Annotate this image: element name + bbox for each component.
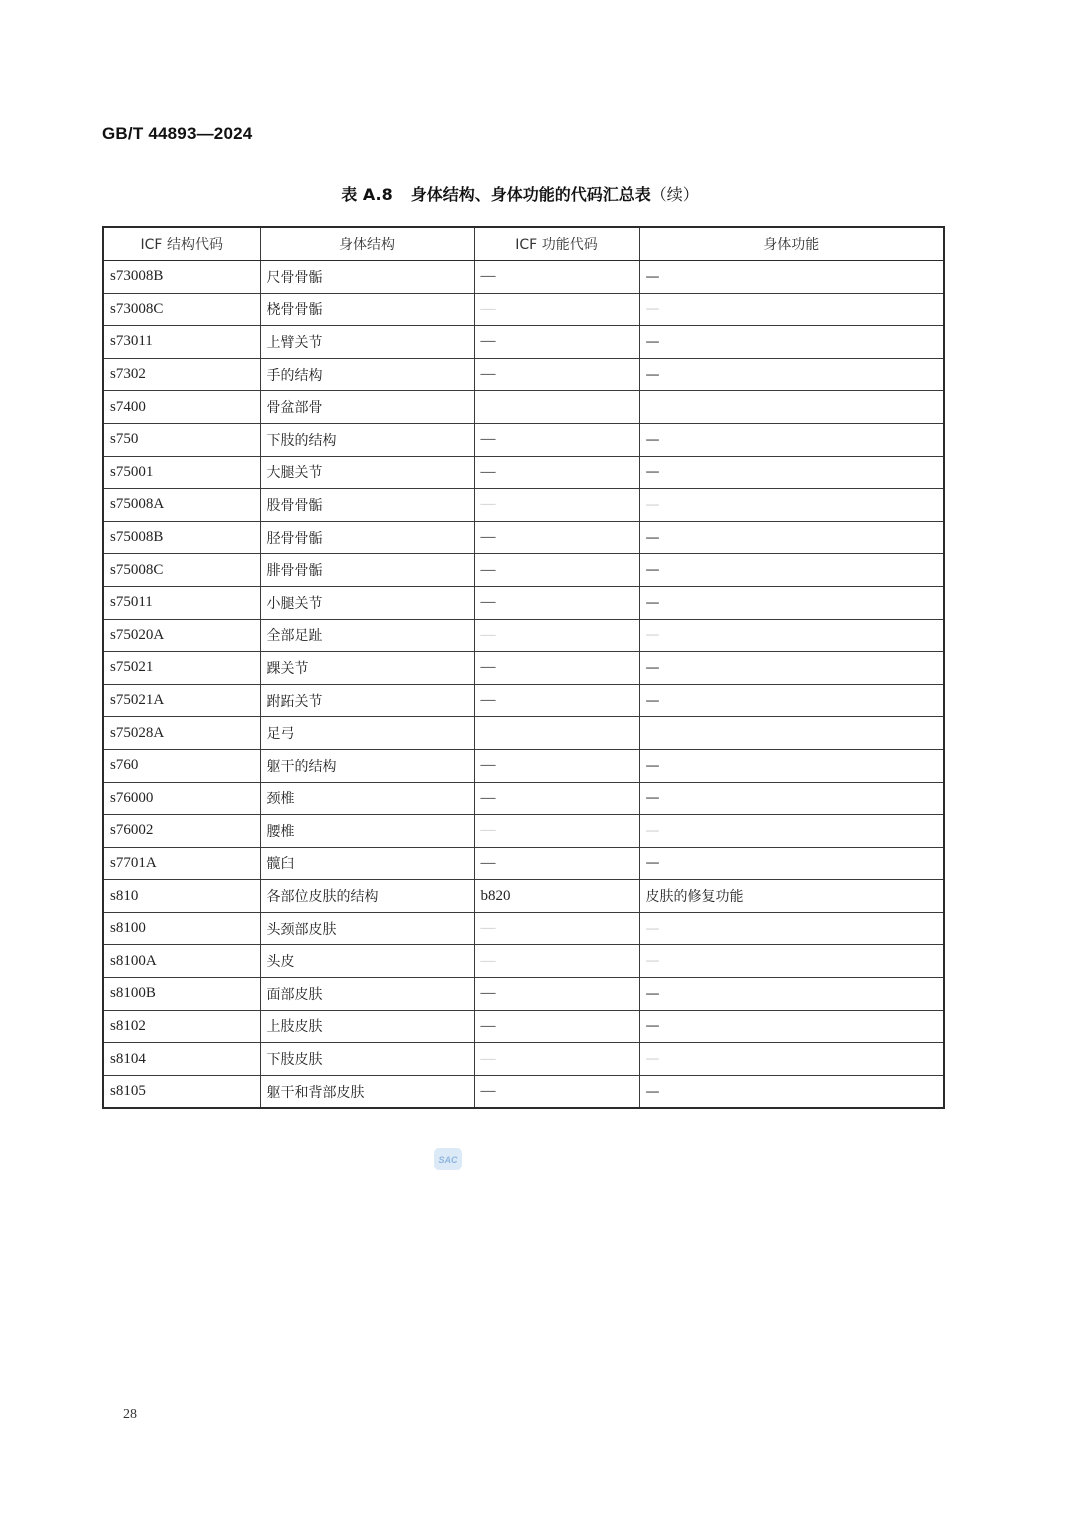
cell-body-function: — bbox=[639, 1043, 944, 1076]
cell-icf-function-code: — bbox=[474, 619, 639, 652]
table-number: 表 A.8 bbox=[341, 185, 393, 204]
cell-body-structure: 腰椎 bbox=[260, 815, 474, 848]
cell-body-function bbox=[639, 391, 944, 424]
cell-icf-structure-code: s7701A bbox=[103, 847, 260, 880]
cell-body-function: — bbox=[639, 521, 944, 554]
cell-icf-structure-code: s75021 bbox=[103, 652, 260, 685]
table-row bbox=[103, 815, 944, 848]
cell-icf-structure-code: s73008C bbox=[103, 293, 260, 326]
table-row bbox=[103, 326, 944, 359]
table-row bbox=[103, 847, 944, 880]
cell-icf-structure-code: s8104 bbox=[103, 1043, 260, 1076]
cell-body-function: — bbox=[639, 815, 944, 848]
cell-body-function: — bbox=[639, 261, 944, 294]
cell-body-structure: 各部位皮肤的结构 bbox=[260, 880, 474, 913]
standard-code: GB/T 44893—2024 bbox=[102, 124, 253, 143]
cell-body-function: — bbox=[639, 293, 944, 326]
cell-icf-function-code: — bbox=[474, 1075, 639, 1108]
table-row bbox=[103, 912, 944, 945]
table-row bbox=[103, 423, 944, 456]
table-row bbox=[103, 586, 944, 619]
cell-icf-function-code: — bbox=[474, 521, 639, 554]
cell-icf-structure-code: s8102 bbox=[103, 1010, 260, 1043]
cell-body-function: — bbox=[639, 978, 944, 1011]
cell-icf-structure-code: s75001 bbox=[103, 456, 260, 489]
header-body-structure: 身体结构 bbox=[260, 227, 474, 261]
cell-icf-function-code: — bbox=[474, 815, 639, 848]
cell-body-structure: 上臂关节 bbox=[260, 326, 474, 359]
cell-icf-structure-code: s8105 bbox=[103, 1075, 260, 1108]
table-header-row bbox=[103, 227, 944, 261]
cell-icf-structure-code: s750 bbox=[103, 423, 260, 456]
cell-icf-function-code: — bbox=[474, 847, 639, 880]
table-title bbox=[0, 182, 1040, 205]
cell-body-structure: 尺骨骨骺 bbox=[260, 261, 474, 294]
cell-icf-structure-code: s75008B bbox=[103, 521, 260, 554]
cell-body-function: — bbox=[639, 652, 944, 685]
cell-body-structure: 躯干和背部皮肤 bbox=[260, 1075, 474, 1108]
table-row bbox=[103, 293, 944, 326]
cell-icf-structure-code: s75028A bbox=[103, 717, 260, 750]
cell-icf-structure-code: s76002 bbox=[103, 815, 260, 848]
table-row bbox=[103, 945, 944, 978]
table-row bbox=[103, 749, 944, 782]
cell-body-structure: 颈椎 bbox=[260, 782, 474, 815]
table-row bbox=[103, 782, 944, 815]
cell-icf-function-code: — bbox=[474, 489, 639, 522]
cell-body-function: — bbox=[639, 945, 944, 978]
sac-watermark-text: SAC bbox=[438, 1155, 458, 1165]
cell-icf-function-code: — bbox=[474, 684, 639, 717]
cell-body-structure: 胫骨骨骺 bbox=[260, 521, 474, 554]
table-row bbox=[103, 619, 944, 652]
cell-icf-function-code bbox=[474, 717, 639, 750]
cell-body-structure: 头颈部皮肤 bbox=[260, 912, 474, 945]
cell-body-function bbox=[639, 717, 944, 750]
table-row bbox=[103, 652, 944, 685]
cell-icf-function-code: — bbox=[474, 293, 639, 326]
table-row bbox=[103, 489, 944, 522]
cell-icf-structure-code: s75008A bbox=[103, 489, 260, 522]
cell-body-function: — bbox=[639, 489, 944, 522]
cell-body-function: — bbox=[639, 358, 944, 391]
table-row bbox=[103, 521, 944, 554]
cell-body-function: — bbox=[639, 782, 944, 815]
cell-icf-structure-code: s73008B bbox=[103, 261, 260, 294]
cell-body-structure: 跗跖关节 bbox=[260, 684, 474, 717]
cell-icf-function-code: — bbox=[474, 945, 639, 978]
cell-body-function: 皮肤的修复功能 bbox=[639, 880, 944, 913]
cell-icf-structure-code: s75020A bbox=[103, 619, 260, 652]
cell-body-structure: 足弓 bbox=[260, 717, 474, 750]
cell-icf-structure-code: s760 bbox=[103, 749, 260, 782]
cell-icf-structure-code: s810 bbox=[103, 880, 260, 913]
cell-icf-structure-code: s75011 bbox=[103, 586, 260, 619]
cell-icf-structure-code: s8100A bbox=[103, 945, 260, 978]
table-row bbox=[103, 358, 944, 391]
cell-icf-structure-code: s8100B bbox=[103, 978, 260, 1011]
table-row bbox=[103, 1010, 944, 1043]
table-title-suffix: （续） bbox=[650, 185, 699, 204]
cell-body-structure: 腓骨骨骺 bbox=[260, 554, 474, 587]
header-icf-function-code: ICF 功能代码 bbox=[474, 227, 639, 261]
table-row bbox=[103, 391, 944, 424]
cell-body-function: — bbox=[639, 1075, 944, 1108]
cell-icf-function-code bbox=[474, 391, 639, 424]
table-row bbox=[103, 978, 944, 1011]
table-row bbox=[103, 554, 944, 587]
cell-body-structure: 骨盆部骨 bbox=[260, 391, 474, 424]
table-title-text: 身体结构、身体功能的代码汇总表 bbox=[410, 185, 651, 204]
cell-icf-function-code: — bbox=[474, 1043, 639, 1076]
header-icf-structure-code: ICF 结构代码 bbox=[103, 227, 260, 261]
page-number: 28 bbox=[123, 1407, 137, 1422]
cell-icf-structure-code: s75021A bbox=[103, 684, 260, 717]
cell-icf-structure-code: s75008C bbox=[103, 554, 260, 587]
cell-icf-function-code: — bbox=[474, 1010, 639, 1043]
cell-body-structure: 小腿关节 bbox=[260, 586, 474, 619]
cell-body-function: — bbox=[639, 326, 944, 359]
cell-body-function: — bbox=[639, 456, 944, 489]
cell-icf-function-code: — bbox=[474, 782, 639, 815]
cell-body-function: — bbox=[639, 619, 944, 652]
code-summary-table bbox=[102, 226, 945, 1109]
table-row bbox=[103, 684, 944, 717]
table-row bbox=[103, 261, 944, 294]
cell-icf-structure-code: s7302 bbox=[103, 358, 260, 391]
cell-body-structure: 桡骨骨骺 bbox=[260, 293, 474, 326]
table-row bbox=[103, 1075, 944, 1108]
cell-body-function: — bbox=[639, 912, 944, 945]
cell-icf-structure-code: s73011 bbox=[103, 326, 260, 359]
table-row bbox=[103, 717, 944, 750]
cell-icf-function-code: — bbox=[474, 554, 639, 587]
cell-body-structure: 面部皮肤 bbox=[260, 978, 474, 1011]
cell-icf-function-code: — bbox=[474, 586, 639, 619]
cell-body-structure: 髋臼 bbox=[260, 847, 474, 880]
cell-icf-function-code: — bbox=[474, 261, 639, 294]
cell-icf-function-code: — bbox=[474, 358, 639, 391]
sac-watermark-logo bbox=[433, 1146, 463, 1172]
cell-body-function: — bbox=[639, 554, 944, 587]
cell-body-function: — bbox=[639, 847, 944, 880]
cell-body-function: — bbox=[639, 423, 944, 456]
table-row bbox=[103, 1043, 944, 1076]
cell-body-structure: 全部足趾 bbox=[260, 619, 474, 652]
cell-body-structure: 手的结构 bbox=[260, 358, 474, 391]
cell-body-structure: 头皮 bbox=[260, 945, 474, 978]
cell-body-structure: 上肢皮肤 bbox=[260, 1010, 474, 1043]
cell-body-function: — bbox=[639, 586, 944, 619]
cell-icf-function-code: — bbox=[474, 912, 639, 945]
cell-icf-structure-code: s7400 bbox=[103, 391, 260, 424]
table-body bbox=[103, 261, 944, 1109]
cell-icf-function-code: — bbox=[474, 456, 639, 489]
cell-body-function: — bbox=[639, 1010, 944, 1043]
header-body-function: 身体功能 bbox=[639, 227, 944, 261]
cell-body-function: — bbox=[639, 749, 944, 782]
cell-body-structure: 踝关节 bbox=[260, 652, 474, 685]
cell-icf-structure-code: s76000 bbox=[103, 782, 260, 815]
cell-icf-function-code: — bbox=[474, 423, 639, 456]
cell-body-structure: 下肢皮肤 bbox=[260, 1043, 474, 1076]
table-row bbox=[103, 880, 944, 913]
cell-body-function: — bbox=[639, 684, 944, 717]
cell-body-structure: 大腿关节 bbox=[260, 456, 474, 489]
cell-icf-function-code: — bbox=[474, 749, 639, 782]
cell-body-structure: 下肢的结构 bbox=[260, 423, 474, 456]
cell-icf-function-code: b820 bbox=[474, 880, 639, 913]
cell-body-structure: 躯干的结构 bbox=[260, 749, 474, 782]
table-row bbox=[103, 456, 944, 489]
cell-icf-structure-code: s8100 bbox=[103, 912, 260, 945]
cell-icf-function-code: — bbox=[474, 978, 639, 1011]
cell-icf-function-code: — bbox=[474, 652, 639, 685]
cell-icf-function-code: — bbox=[474, 326, 639, 359]
cell-body-structure: 股骨骨骺 bbox=[260, 489, 474, 522]
